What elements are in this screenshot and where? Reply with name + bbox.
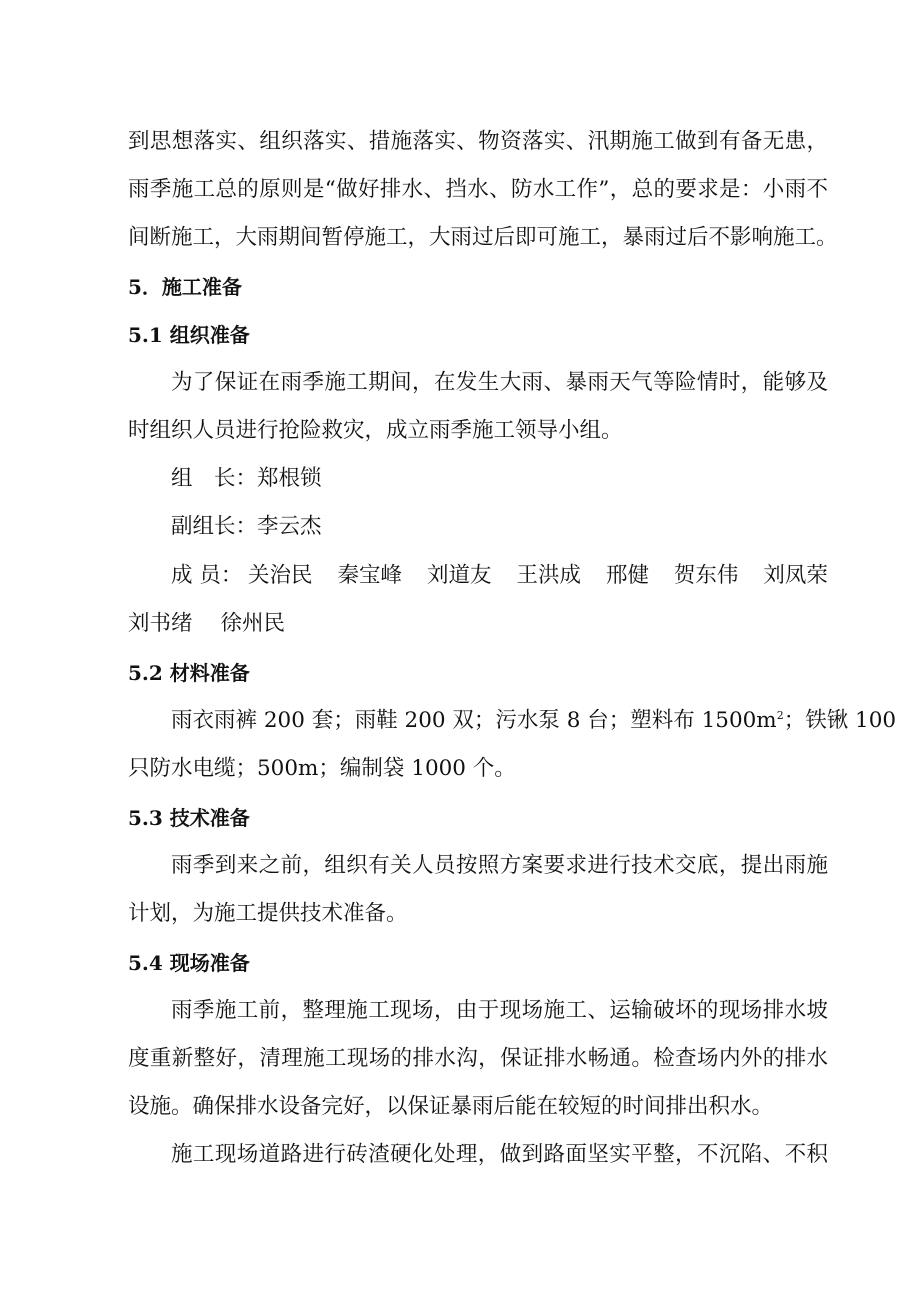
paragraph-line: 雨季施工前，整理施工现场，由于现场施工、运输破坏的现场排水坡 [171, 998, 828, 1023]
members-line-continued [128, 609, 828, 639]
subsection-heading: 5.2 材料准备 [128, 661, 250, 685]
subsection-heading: 5.3 技术准备 [128, 806, 250, 830]
members-line [171, 561, 828, 591]
paragraph-line: 度重新整好，清理施工现场的排水沟，保证排水畅通。检查场内外的排水 [128, 1046, 828, 1071]
materials-text: ；铁锹 100 [783, 708, 897, 733]
deputy-name: 李云杰 [257, 514, 322, 539]
materials-line [171, 706, 897, 736]
member-name: 刘道友 [426, 563, 492, 588]
paragraph-line: 只防水电缆；500m；编制袋 1000 个。 [128, 756, 516, 781]
superscript-2: 2 [776, 708, 784, 722]
paragraph-line: 雨季到来之前，组织有关人员按照方案要求进行技术交底，提出雨施 [171, 853, 828, 878]
leader-label: 组 长： [171, 466, 258, 491]
members-label: 成 员： [171, 563, 243, 588]
subsection-heading: 5.1 组织准备 [128, 323, 250, 347]
paragraph-line: 设施。确保排水设备完好，以保证暴雨后能在较短的时间排出积水。 [128, 1094, 774, 1119]
paragraph-line: 为了保证在雨季施工期间，在发生大雨、暴雨天气等险情时，能够及 [171, 370, 828, 395]
deputy-line [171, 512, 828, 542]
member-name: 王洪成 [516, 563, 581, 588]
member-name: 贺东伟 [673, 563, 739, 588]
member-name: 邢健 [605, 563, 649, 588]
paragraph-line: 时组织人员进行抢险救灾，成立雨季施工领导小组。 [128, 418, 623, 443]
member-name: 刘凤荣 [763, 563, 828, 588]
subsection-heading: 5.4 现场准备 [128, 951, 250, 975]
member-name: 徐州民 [220, 611, 286, 636]
deputy-label: 副组长： [171, 514, 258, 539]
materials-text: 雨衣雨裤 200 套；雨鞋 200 双；污水泵 8 台；塑料布 1500m [171, 708, 777, 733]
leader-line [171, 464, 828, 494]
paragraph-line: 计划，为施工提供技术准备。 [128, 901, 408, 926]
leader-name: 郑根锁 [257, 466, 322, 491]
section-heading: 5．施工准备 [128, 275, 242, 299]
member-name: 秦宝峰 [337, 563, 402, 588]
paragraph-line: 间断施工，大雨期间暂停施工，大雨过后即可施工，暴雨过后不影响施工。 [128, 225, 838, 250]
paragraph-line: 施工现场道路进行砖渣硬化处理，做到路面坚实平整，不沉陷、不积 [171, 1142, 828, 1167]
paragraph-line: 雨季施工总的原则是“做好排水、挡水、防水工作”，总的要求是：小雨不 [128, 177, 828, 202]
paragraph-line: 到思想落实、组织落实、措施落实、物资落实、汛期施工做到有备无患， [128, 129, 828, 154]
members-list [248, 561, 828, 591]
member-name: 关治民 [248, 563, 313, 588]
member-name: 刘书绪 [128, 611, 193, 636]
